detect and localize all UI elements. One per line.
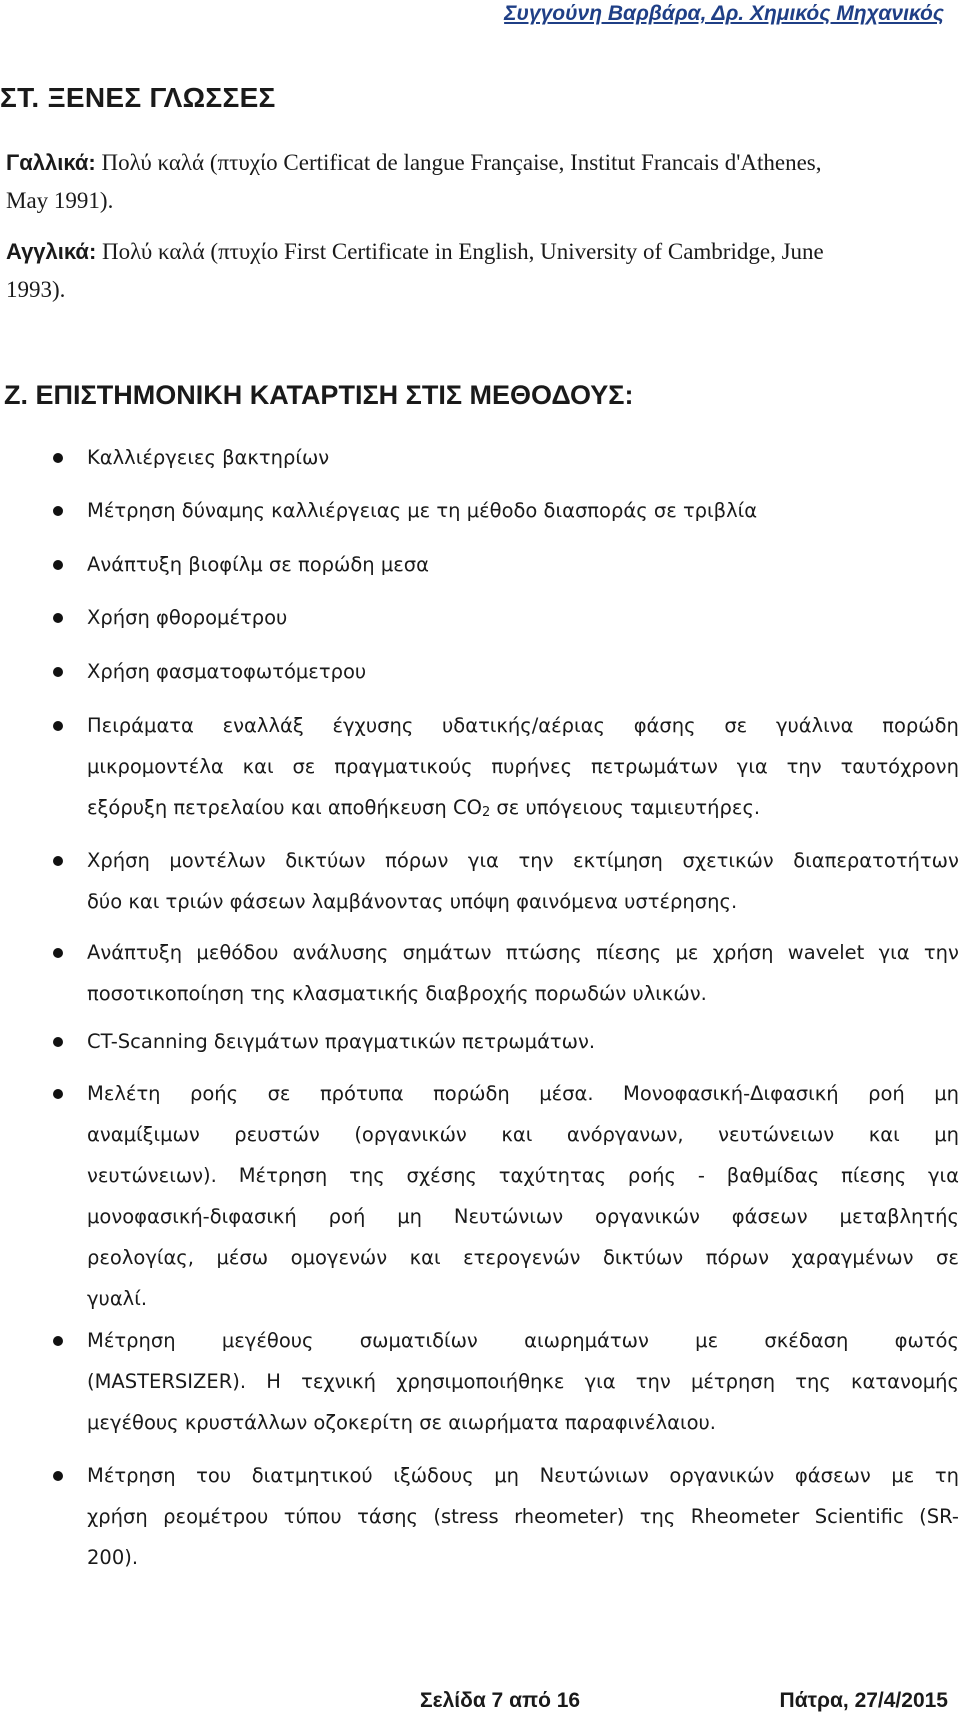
- bullet-icon: [53, 948, 63, 958]
- list-item-text: μικρομοντέλα και σε πραγματικούς πυρήνες πετρωμάτων για την ταυτόχρονη: [87, 755, 959, 778]
- bullet-icon: [53, 721, 63, 731]
- english-text: Πολύ καλά (πτυχίο First Certificate in English, University of Cambridge, June: [96, 239, 824, 264]
- list-item-text: ρεολογίας, μέσω ομογενών και ετερογενών δικτύων πόρων χαραγμένων σε: [87, 1246, 959, 1269]
- list-item: [87, 705, 959, 828]
- bullet-icon: [53, 453, 63, 463]
- list-item-text: Μέτρηση μεγέθους σωματιδίων αιωρημάτων με σκέδαση φωτός: [87, 1329, 959, 1352]
- list-item: [87, 437, 959, 478]
- list-item-text: Μέτρηση του διατμητικού ιξώδους μη Νευτώνιων οργανικών φάσεων με τη: [87, 1464, 959, 1487]
- list-item-text: χρήση ρεομέτρου τύπου τάσης (stress rheometer) της Rheometer Scientific (SR-: [87, 1505, 959, 1528]
- list-item-text: (MASTERSIZER). Η τεχνική χρησιμοποιήθηκε για την μέτρηση της κατανομής: [87, 1370, 959, 1393]
- list-item-text: Καλλιέργειες βακτηρίων: [87, 446, 330, 469]
- bullet-icon: [53, 506, 63, 516]
- list-item: [87, 1021, 959, 1062]
- list-item: [87, 1455, 959, 1578]
- list-item-text: μονοφασική-διφασική ροή μη Νευτώνιων οργανικών φάσεων μεταβλητής: [87, 1205, 959, 1228]
- bullet-icon: [53, 667, 63, 677]
- list-item-text: μεγέθους κρυστάλλων οζοκερίτη σε αιωρήματα παραφινέλαιου.: [87, 1411, 716, 1434]
- list-item-text: Χρήση φθορομέτρου: [87, 606, 288, 629]
- english-text-cont: 1993).: [6, 277, 66, 302]
- footer-divider: [0, 1684, 960, 1685]
- list-item-text: CT-Scanning δειγμάτων πραγματικών πετρωμάτων.: [87, 1030, 596, 1053]
- english-label: Αγγλικά:: [6, 239, 97, 264]
- list-item: [87, 932, 959, 1014]
- language-english: [6, 233, 954, 309]
- header-author: Συγγούνη Βαρβάρα, Δρ. Χημικός Μηχανικός: [504, 2, 944, 25]
- list-item: [87, 1320, 959, 1443]
- list-item: [87, 490, 959, 531]
- list-item-text: νευτώνειων). Μέτρηση της σχέσης ταχύτητας ροής - βαθμίδας πίεσης για: [87, 1164, 959, 1187]
- french-text: Πολύ καλά (πτυχίο Certificat de langue Française, Institut Francais d'Athenes,: [95, 150, 822, 175]
- section-title-methods: [4, 380, 633, 411]
- list-item-text: 200).: [87, 1546, 139, 1569]
- list-item: [87, 544, 959, 585]
- list-item-text: Χρήση μοντέλων δικτύων πόρων για την εκτίμηση σχετικών διαπερατοτήτων: [87, 849, 959, 872]
- french-label: Γαλλικά:: [6, 150, 96, 175]
- bullet-icon: [53, 856, 63, 866]
- list-item: [87, 1073, 959, 1319]
- section-title-text: ΕΠΙΣΤΗΜΟΝΙΚΗ ΚΑΤΑΡΤΙΣΗ ΣΤΙΣ ΜΕΘΟΔΟΥΣ:: [35, 380, 634, 410]
- bullet-icon: [53, 1037, 63, 1047]
- list-item-text: δύο και τριών φάσεων λαμβάνοντας υπόψη φαινόμενα υστέρησης.: [87, 890, 738, 913]
- list-item-text: γυαλί.: [87, 1287, 148, 1310]
- language-french: [6, 144, 954, 220]
- list-item-text: Μέτρηση δύναμης καλλιέργειας με τη μέθοδο διασποράς σε τριβλία: [87, 499, 758, 522]
- section-title-prefix: Ζ.: [4, 380, 36, 410]
- list-item-text: Ανάπτυξη βιοφίλμ σε πορώδη μεσα: [87, 553, 429, 576]
- list-item-text: εξόρυξη πετρελαίου και αποθήκευση $CO_2$ σε υπόγειους ταμιευτήρες.: [87, 796, 761, 820]
- list-item-text: Χρήση φασματοφωτόμετρου: [87, 660, 367, 683]
- list-item-text: αναμίξιμων ρευστών (οργανικών και ανόργανων, νευτώνειων και μη: [87, 1123, 959, 1146]
- french-text-cont: May 1991).: [6, 188, 114, 213]
- footer-place-date: Πάτρα, 27/4/2015: [779, 1689, 948, 1712]
- bullet-icon: [53, 560, 63, 570]
- section-title-languages: ΣΤ. ΞΕΝΕΣ ΓΛΩΣΣΕΣ: [0, 82, 276, 113]
- list-item: [87, 651, 959, 692]
- bullet-icon: [53, 1089, 63, 1099]
- footer-page-number: Σελίδα 7 από 16: [420, 1689, 581, 1712]
- list-item-text: Μελέτη ροής σε πρότυπα πορώδη μέσα. Μονοφασική-Διφασική ροή μη: [87, 1082, 959, 1105]
- list-item: [87, 840, 959, 922]
- bullet-icon: [53, 1336, 63, 1346]
- list-item: [87, 597, 959, 638]
- list-item-text: Πειράματα εναλλάξ έγχυσης υδατικής/αέριας φάσης σε γυάλινα πορώδη: [87, 714, 959, 737]
- bullet-icon: [53, 613, 63, 623]
- bullet-icon: [53, 1471, 63, 1481]
- list-item-text: Ανάπτυξη μεθόδου ανάλυσης σημάτων πτώσης πίεσης με χρήση wavelet για την: [87, 941, 959, 964]
- list-item-text: ποσοτικοποίηση της κλασματικής διαβροχής πορωδών υλικών.: [87, 982, 707, 1005]
